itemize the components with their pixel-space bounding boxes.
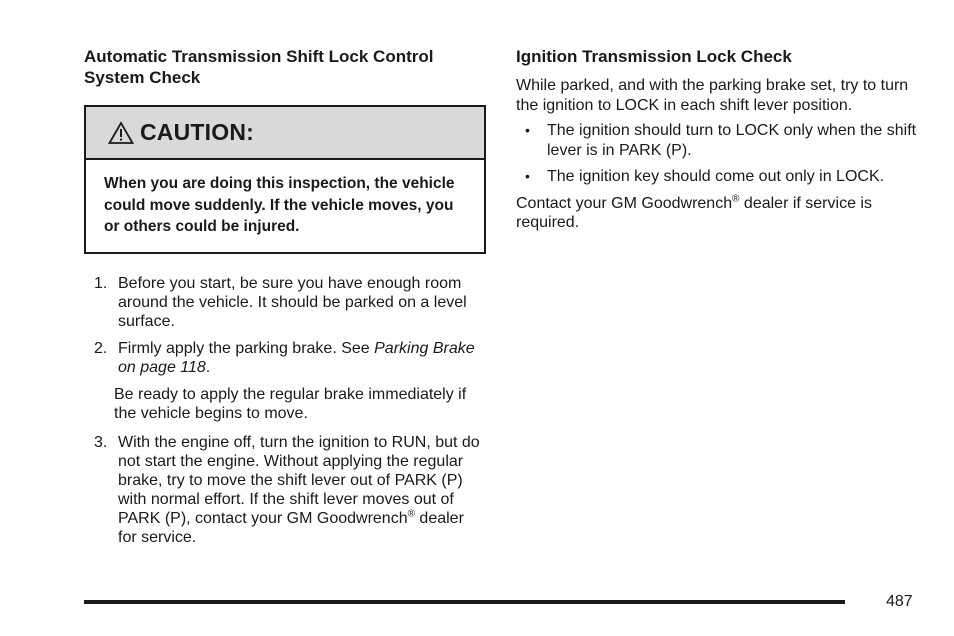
step-text: Before you start, be sure you have enough room around the vehicle. It should be parked on a level surface.	[118, 274, 467, 330]
caution-title: CAUTION:	[140, 119, 255, 145]
right-column	[516, 46, 926, 233]
left-column	[84, 46, 486, 555]
registered-mark: ®	[407, 508, 415, 520]
step-text: With the engine off, turn the ignition to RUN, but do not start the engine. Without applying the regular brake, try to move the shift lever out of PARK (P) with normal effort. If the shift lever moves out of PARK (P), contact your GM Goodwrench® dealer for service.	[118, 433, 480, 546]
steps-list	[84, 274, 486, 547]
list-item	[84, 339, 486, 377]
list-item	[84, 274, 486, 331]
list-item	[84, 433, 486, 547]
step-number: 3.	[94, 433, 108, 451]
bullet-list	[516, 121, 926, 187]
caution-header	[86, 107, 484, 160]
bullet-icon: •	[525, 168, 530, 184]
closing-paragraph: Contact your GM Goodwrench® dealer if service is required.	[516, 193, 872, 231]
bullet-icon: •	[525, 122, 530, 138]
registered-mark: ®	[732, 193, 740, 205]
step-number: 2.	[94, 339, 108, 357]
warning-triangle-icon	[108, 121, 134, 145]
caution-text: When you are doing this inspection, the vehicle could move suddenly. If the vehicle moves, you or others could be injured.	[104, 175, 455, 235]
section-heading-ignition-lock: Ignition Transmission Lock Check	[516, 47, 792, 66]
bullet-text: The ignition key should come out only in LOCK.	[547, 168, 885, 185]
intro-paragraph: While parked, and with the parking brake set, try to turn the ignition to LOCK in each shift lever position.	[516, 77, 909, 114]
step-number: 1.	[94, 274, 108, 292]
caution-box	[84, 105, 486, 254]
cross-reference-link[interactable]: Parking Brake on page 118	[118, 339, 475, 376]
step-note: Be ready to apply the regular brake immediately if the vehicle begins to move.	[114, 385, 467, 422]
bullet-text: The ignition should turn to LOCK only when the shift lever is in PARK (P).	[547, 122, 917, 159]
footer-rule	[84, 600, 845, 604]
page-number: 487	[886, 593, 913, 610]
list-item	[516, 121, 926, 160]
list-item	[516, 167, 926, 187]
step-text: Firmly apply the parking brake. See Parking Brake on page 118.	[118, 339, 475, 376]
section-heading-shift-lock: Automatic Transmission Shift Lock Control System Check	[84, 47, 434, 87]
